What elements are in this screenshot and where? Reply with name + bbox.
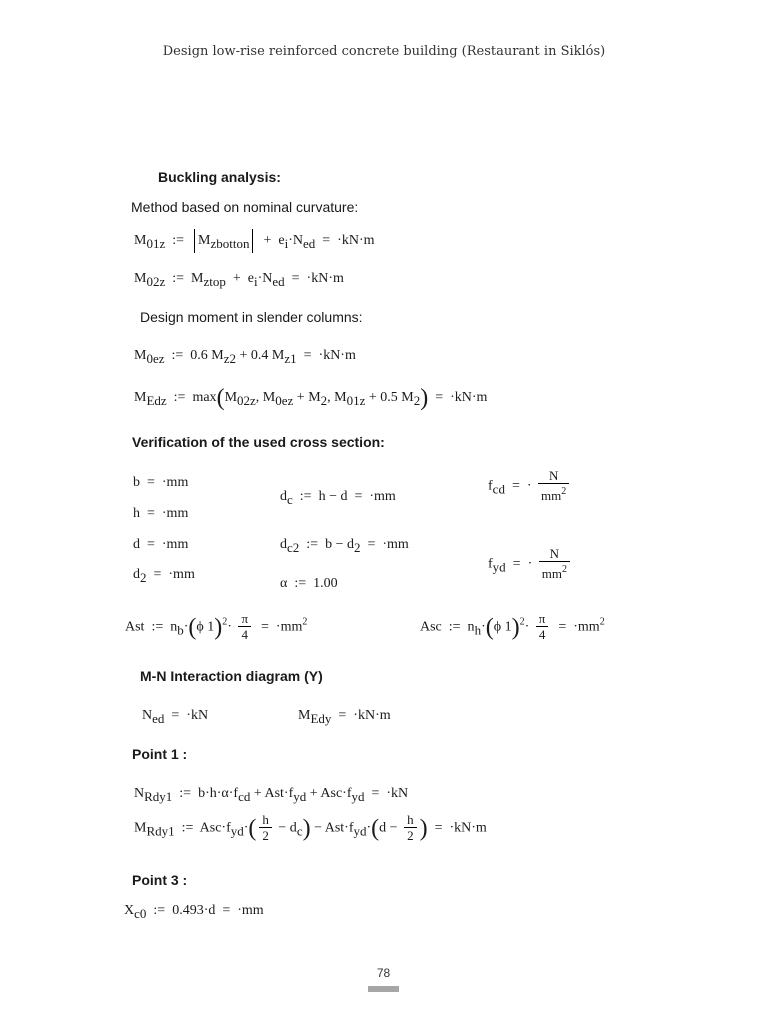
equation-ned: $N_{ed} = \cdot kN$: [142, 708, 209, 726]
equation-alpha: α := 1.00: [280, 576, 338, 591]
heading-verification: Verification of the used cross section:: [132, 434, 385, 450]
equation-m02z: $M_{02z}$ := $M_{ztop} + e_i\cdot N_{ed} = \cdot kN\cdot m$: [134, 271, 344, 289]
heading-design-moment: Design moment in slender columns:: [140, 309, 363, 325]
equation-d: d = ·mm: [133, 537, 189, 552]
equation-fyd: $f_{yd}$ = · $\frac{N}{mm^2}$: [488, 547, 573, 582]
page-number-bar: [368, 986, 399, 992]
equation-xc0: $X_{c0}$ := 0.493·d = ·mm: [124, 903, 264, 921]
equation-d2: $d_2 = \cdot mm$: [133, 567, 195, 585]
page-number: 78: [376, 966, 391, 980]
equation-fcd: $f_{cd}$ = · $\frac{N}{mm^2}$: [488, 469, 572, 504]
page-header: Design low-rise reinforced concrete building (Restaurant in Siklós): [162, 44, 606, 59]
equation-b: b = ·mm: [133, 475, 189, 490]
equation-medy: $M_{Edy} = \cdot kN\cdot m$: [298, 708, 391, 726]
equation-m01z: $M_{01z}$ := $M_{zbotton} + e_i\cdot N_{ed} = \cdot kN\cdot m$: [134, 229, 375, 253]
equation-ast: Ast := $n_b\cdot(\phi$ 1)$^2$· $\frac{\pi}{4}$ = $\cdot mm^2$: [125, 611, 308, 642]
equation-m0ez: $M_{0ez}$ := 0.6 $M_{z2} + 0.4$ $M_{z1} = \cdot kN\cdot m$: [134, 348, 356, 366]
heading-method: Method based on nominal curvature:: [131, 199, 359, 215]
heading-point3: Point 3 :: [132, 872, 188, 888]
heading-buckling: Buckling analysis:: [158, 169, 281, 185]
equation-medz: $M_{Edz}$ := $\max(M_{02z}$, $M_{0ez} + M_2$, $M_{01z} + 0.5$ $M_2) = \cdot kN\cdot m$: [134, 385, 488, 411]
equation-dc2: $d_{c2}$ := $b - d_2 = \cdot mm$: [280, 537, 409, 555]
equation-dc: $d_c$ := h − d = ·mm: [280, 489, 396, 507]
equation-h: h = ·mm: [133, 506, 189, 521]
heading-point1: Point 1 :: [132, 746, 188, 762]
equation-mrdy1: $M_{Rdy1}$ := $Asc\cdot f_{yd}\cdot$( $\frac{h}{2}$ − $d_c) - Ast\cdot f_{yd}\cdot(d$ − $\frac{h}{2}$ ) = ·kN·m: [134, 812, 487, 843]
heading-mn-diagram: M-N Interaction diagram (Y): [140, 668, 323, 684]
equation-nrdy1: $N_{Rdy1}$ := $b\cdot h\cdot\alpha\cdot f_{cd} + Ast\cdot f_{yd} + Asc\cdot f_{yd} = \cdot kN$: [134, 786, 409, 804]
equation-asc: Asc := $n_h\cdot(\phi$ 1)$^2$· $\frac{\pi}{4}$ = $\cdot mm^2$: [420, 611, 605, 642]
